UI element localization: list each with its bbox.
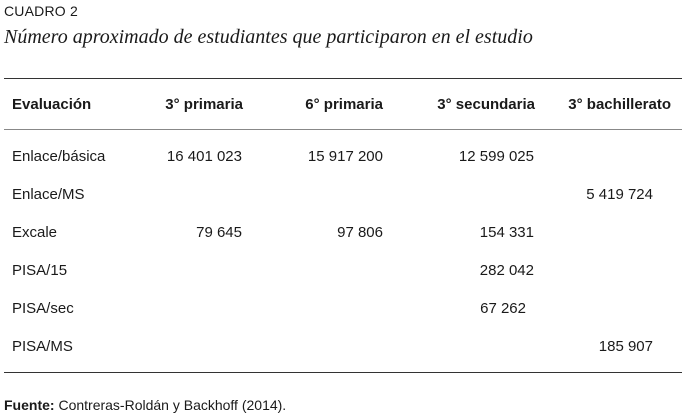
header-3-secundaria: 3° secundaria	[437, 96, 535, 113]
top-rule	[4, 78, 682, 79]
cell-6-primaria: 15 917 200	[307, 148, 383, 165]
header-6-primaria: 6° primaria	[305, 96, 383, 113]
cell-6-primaria: 97 806	[337, 224, 383, 241]
cell-3-bachillerato: 5 419 724	[586, 186, 653, 203]
source-label: Fuente:	[4, 397, 55, 413]
header-divider	[4, 129, 682, 130]
cell-evaluacion: Excale	[12, 224, 58, 241]
table-row	[0, 300, 685, 320]
cell-3-secundaria: 12 599 025	[458, 148, 534, 165]
table-label: CUADRO 2	[4, 3, 78, 19]
header-3-bachillerato: 3° bachillerato	[568, 96, 671, 113]
cell-3-secundaria: 154 331	[479, 224, 534, 241]
table-row	[0, 338, 685, 358]
header-evaluacion: Evaluación	[12, 96, 92, 113]
table-row	[0, 148, 685, 168]
cell-3-primaria: 79 645	[196, 224, 242, 241]
cell-evaluacion: Enlace/MS	[12, 186, 85, 203]
table-title: Número aproximado de estudiantes que participaron en el estudio	[4, 26, 533, 48]
cell-evaluacion: PISA/sec	[12, 300, 74, 317]
cell-3-secundaria: 67 262	[480, 300, 526, 317]
table-row	[0, 224, 685, 244]
source-note	[4, 397, 286, 413]
table-row	[0, 262, 685, 282]
cell-3-secundaria: 282 042	[479, 262, 534, 279]
source-text: Contreras-Roldán y Backhoff (2014).	[58, 397, 287, 413]
header-3-primaria: 3° primaria	[165, 96, 243, 113]
cell-3-primaria: 16 401 023	[166, 148, 242, 165]
cell-evaluacion: Enlace/básica	[12, 148, 106, 165]
table-row	[0, 186, 685, 206]
bottom-rule	[4, 372, 682, 373]
cell-evaluacion: PISA/15	[12, 262, 68, 279]
cell-3-bachillerato: 185 907	[598, 338, 653, 355]
cell-evaluacion: PISA/MS	[12, 338, 73, 355]
